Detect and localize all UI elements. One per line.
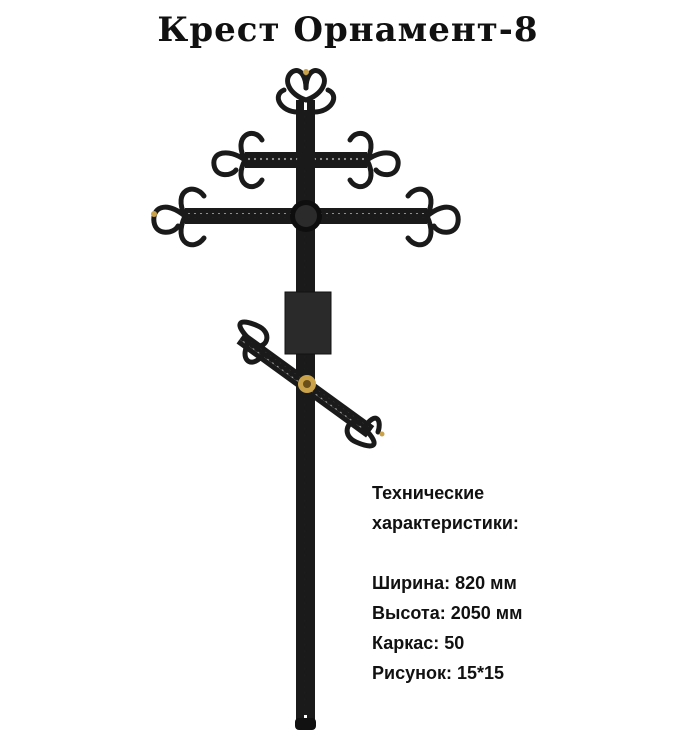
top-ornament xyxy=(278,69,333,112)
specs-heading: Технические xyxy=(372,483,485,503)
nameplate xyxy=(285,292,331,354)
specs-block xyxy=(372,478,692,688)
specs-heading-cont: характеристики: xyxy=(372,513,519,533)
spec-pattern: Рисунок: 15*15 xyxy=(372,663,505,683)
spec-height: Высота: 2050 мм xyxy=(372,603,523,623)
page-title: Крест Орнамент-8 xyxy=(157,10,539,50)
spec-width: Ширина: 820 мм xyxy=(372,573,517,593)
cross-post xyxy=(295,100,316,730)
spec-frame: Каркас: 50 xyxy=(372,633,465,653)
